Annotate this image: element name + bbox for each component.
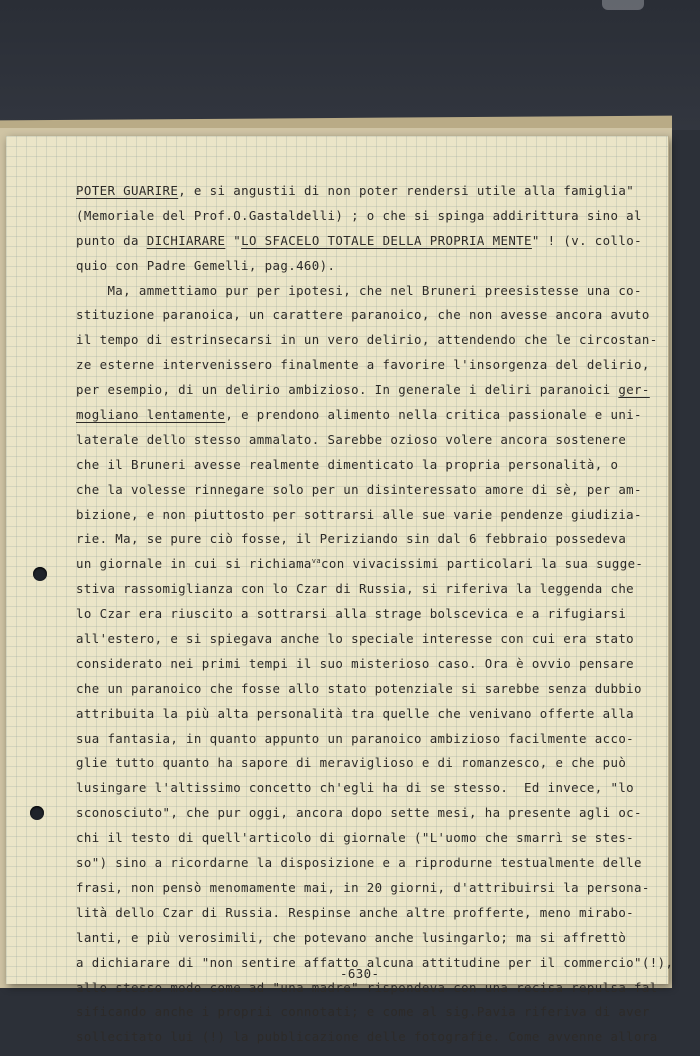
text-line [76,552,668,577]
text-segment: lo Czar era riuscito a sottrarsi alla strage bolscevica e a rifugiarsi [76,606,627,622]
text-segment: sificando anche i proprii connotati; e come al sig.Pavia riferiva di aver [76,1004,650,1020]
text-line [76,279,668,304]
text-line [76,652,668,677]
text-line [76,503,668,528]
text-line [76,627,668,652]
text-segment: un giornale in cui si richiama [76,556,312,572]
text-segment: quio con Padre Gemelli, pag.460). [76,257,336,273]
text-segment: sollecitato lui (!) la pubblicazione delle fotografie. Come avvenne allora [76,1029,658,1045]
text-segment: va [311,557,322,566]
underlined-phrase: ger- [618,382,650,398]
text-line [76,851,668,876]
text-segment: , e prendono alimento nella critica passionale e uni- [225,407,642,423]
text-line [76,776,668,801]
desk-background [0,0,700,130]
text-segment: allo stesso modo come ad "una madre" rispondeva con una recisa repulsa fal- [76,979,666,995]
underlined-phrase: mogliano lentamente [76,407,226,423]
text-line [76,179,668,204]
punch-hole [33,567,47,581]
text-line [76,1000,668,1025]
text-line [76,751,668,776]
text-segment: che il Bruneri avesse realmente dimenticato la propria personalità, o [76,456,619,472]
text-segment: " ! (v. collo- [531,232,642,248]
text-line [76,677,668,702]
text-segment: bizione, e non piuttosto per sottrarsi alle sue varie pendenze giudizia- [76,506,642,522]
binder-clip [602,0,644,10]
text-segment: lità dello Czar di Russia. Respinse anche altre profferte, meno mirabo- [76,904,635,920]
text-line [76,901,668,926]
text-segment: per esempio, di un delirio ambizioso. In generale i deliri paranoici [76,382,619,398]
text-segment: frasi, non pensò menomamente mai, in 20 giorni, d'attribuirsi la persona- [76,879,650,895]
underlined-phrase: POTER GUARIRE [76,183,179,198]
text-segment: ze esterne intervenissero finalmente a favorire l'insorgenza del delirio, [76,357,650,373]
text-line [76,727,668,752]
text-segment: chi il testo di quell'articolo di giornale ("L'uomo che smarrì se stes- [76,830,635,846]
underlined-phrase: DICHIARARE [146,232,226,248]
text-segment: sua fantasia, in quanto appunto un paranoico ambizioso facilmente acco- [76,730,635,746]
text-segment: lusingare l'altissimo concetto ch'egli ha di se stesso. Ed invece, "lo [76,780,635,796]
text-segment: glie tutto quanto ha sapore di meraviglioso e di romanzesco, e che può [76,755,627,771]
text-segment: rie. Ma, se pure ciò fosse, il Periziando sin dal 6 febbraio possedeva [76,531,627,547]
text-segment: considerato nei primi tempi il suo misterioso caso. Ora è ovvio pensare [76,655,635,671]
text-line [76,254,668,279]
text-segment: punto da [76,232,147,248]
text-line [76,527,668,552]
text-segment: stiva rassomiglianza con lo Czar di Russia, si riferiva la leggenda che [76,581,635,597]
text-segment: stituzione paranoica, un carattere paranoico, che non avesse ancora avuto [76,307,650,323]
text-segment: attribuita la più alta personalità tra quelle che venivano offerte alla [76,705,635,721]
text-line [76,801,668,826]
text-segment: con vivacissimi particolari la sua sugge- [321,556,644,572]
text-line [76,428,668,453]
text-segment: che un paranoico che fosse allo stato potenziale si sarebbe senza dubbio [76,680,642,696]
text-segment: che la volesse rinnegare solo per un disinteressato amore di sè, per am- [76,481,642,497]
typed-body-text [76,179,674,1050]
text-line [76,328,668,353]
underlined-phrase: LO SFACELO TOTALE DELLA PROPRIA MENTE [241,232,532,248]
text-segment: (Memoriale del Prof.O.Gastaldelli) ; o che si spinga addirittura sino al [76,207,642,223]
text-line [76,577,668,602]
punch-hole [30,806,44,820]
text-segment: lanti, e più verosimili, che potevano anche lusingarlo; ma si affrettò [76,929,627,945]
text-segment: Ma, ammettiamo pur per ipotesi, che nel Bruneri preesistesse una co- [76,282,642,298]
text-segment: il tempo di estrinsecarsi in un vero delirio, attendendo che le circostan- [76,332,658,348]
text-line [76,702,668,727]
text-line [76,229,668,254]
text-segment: a dichiarare di "non sentire affatto alcuna attitudine per il commercio"(!), [76,954,674,970]
text-line [76,1025,668,1050]
text-line [76,378,668,403]
text-line [76,478,668,503]
text-segment: sconosciuto", che pur oggi, ancora dopo sette mesi, ha presente agli oc- [76,805,642,821]
text-line [76,453,668,478]
text-line [76,876,668,901]
text-line [76,353,668,378]
text-line [76,826,668,851]
text-segment: laterale dello stesso ammalato. Sarebbe ozioso volere ancora sostenere [76,431,627,447]
text-line [76,926,668,951]
text-line [76,204,668,229]
text-line [76,303,668,328]
text-segment: " [225,232,242,248]
page-number: -630- [340,966,380,981]
text-line [76,403,668,428]
text-segment: so") sino a ricordarne la disposizione e a riprodurne testualmente delle [76,855,642,871]
text-segment: all'estero, e si spiegava anche lo speciale interesse con cui era stato [76,631,635,647]
text-line [76,602,668,627]
text-segment: , e si angustii di non poter rendersi utile alla famiglia" [178,183,635,198]
